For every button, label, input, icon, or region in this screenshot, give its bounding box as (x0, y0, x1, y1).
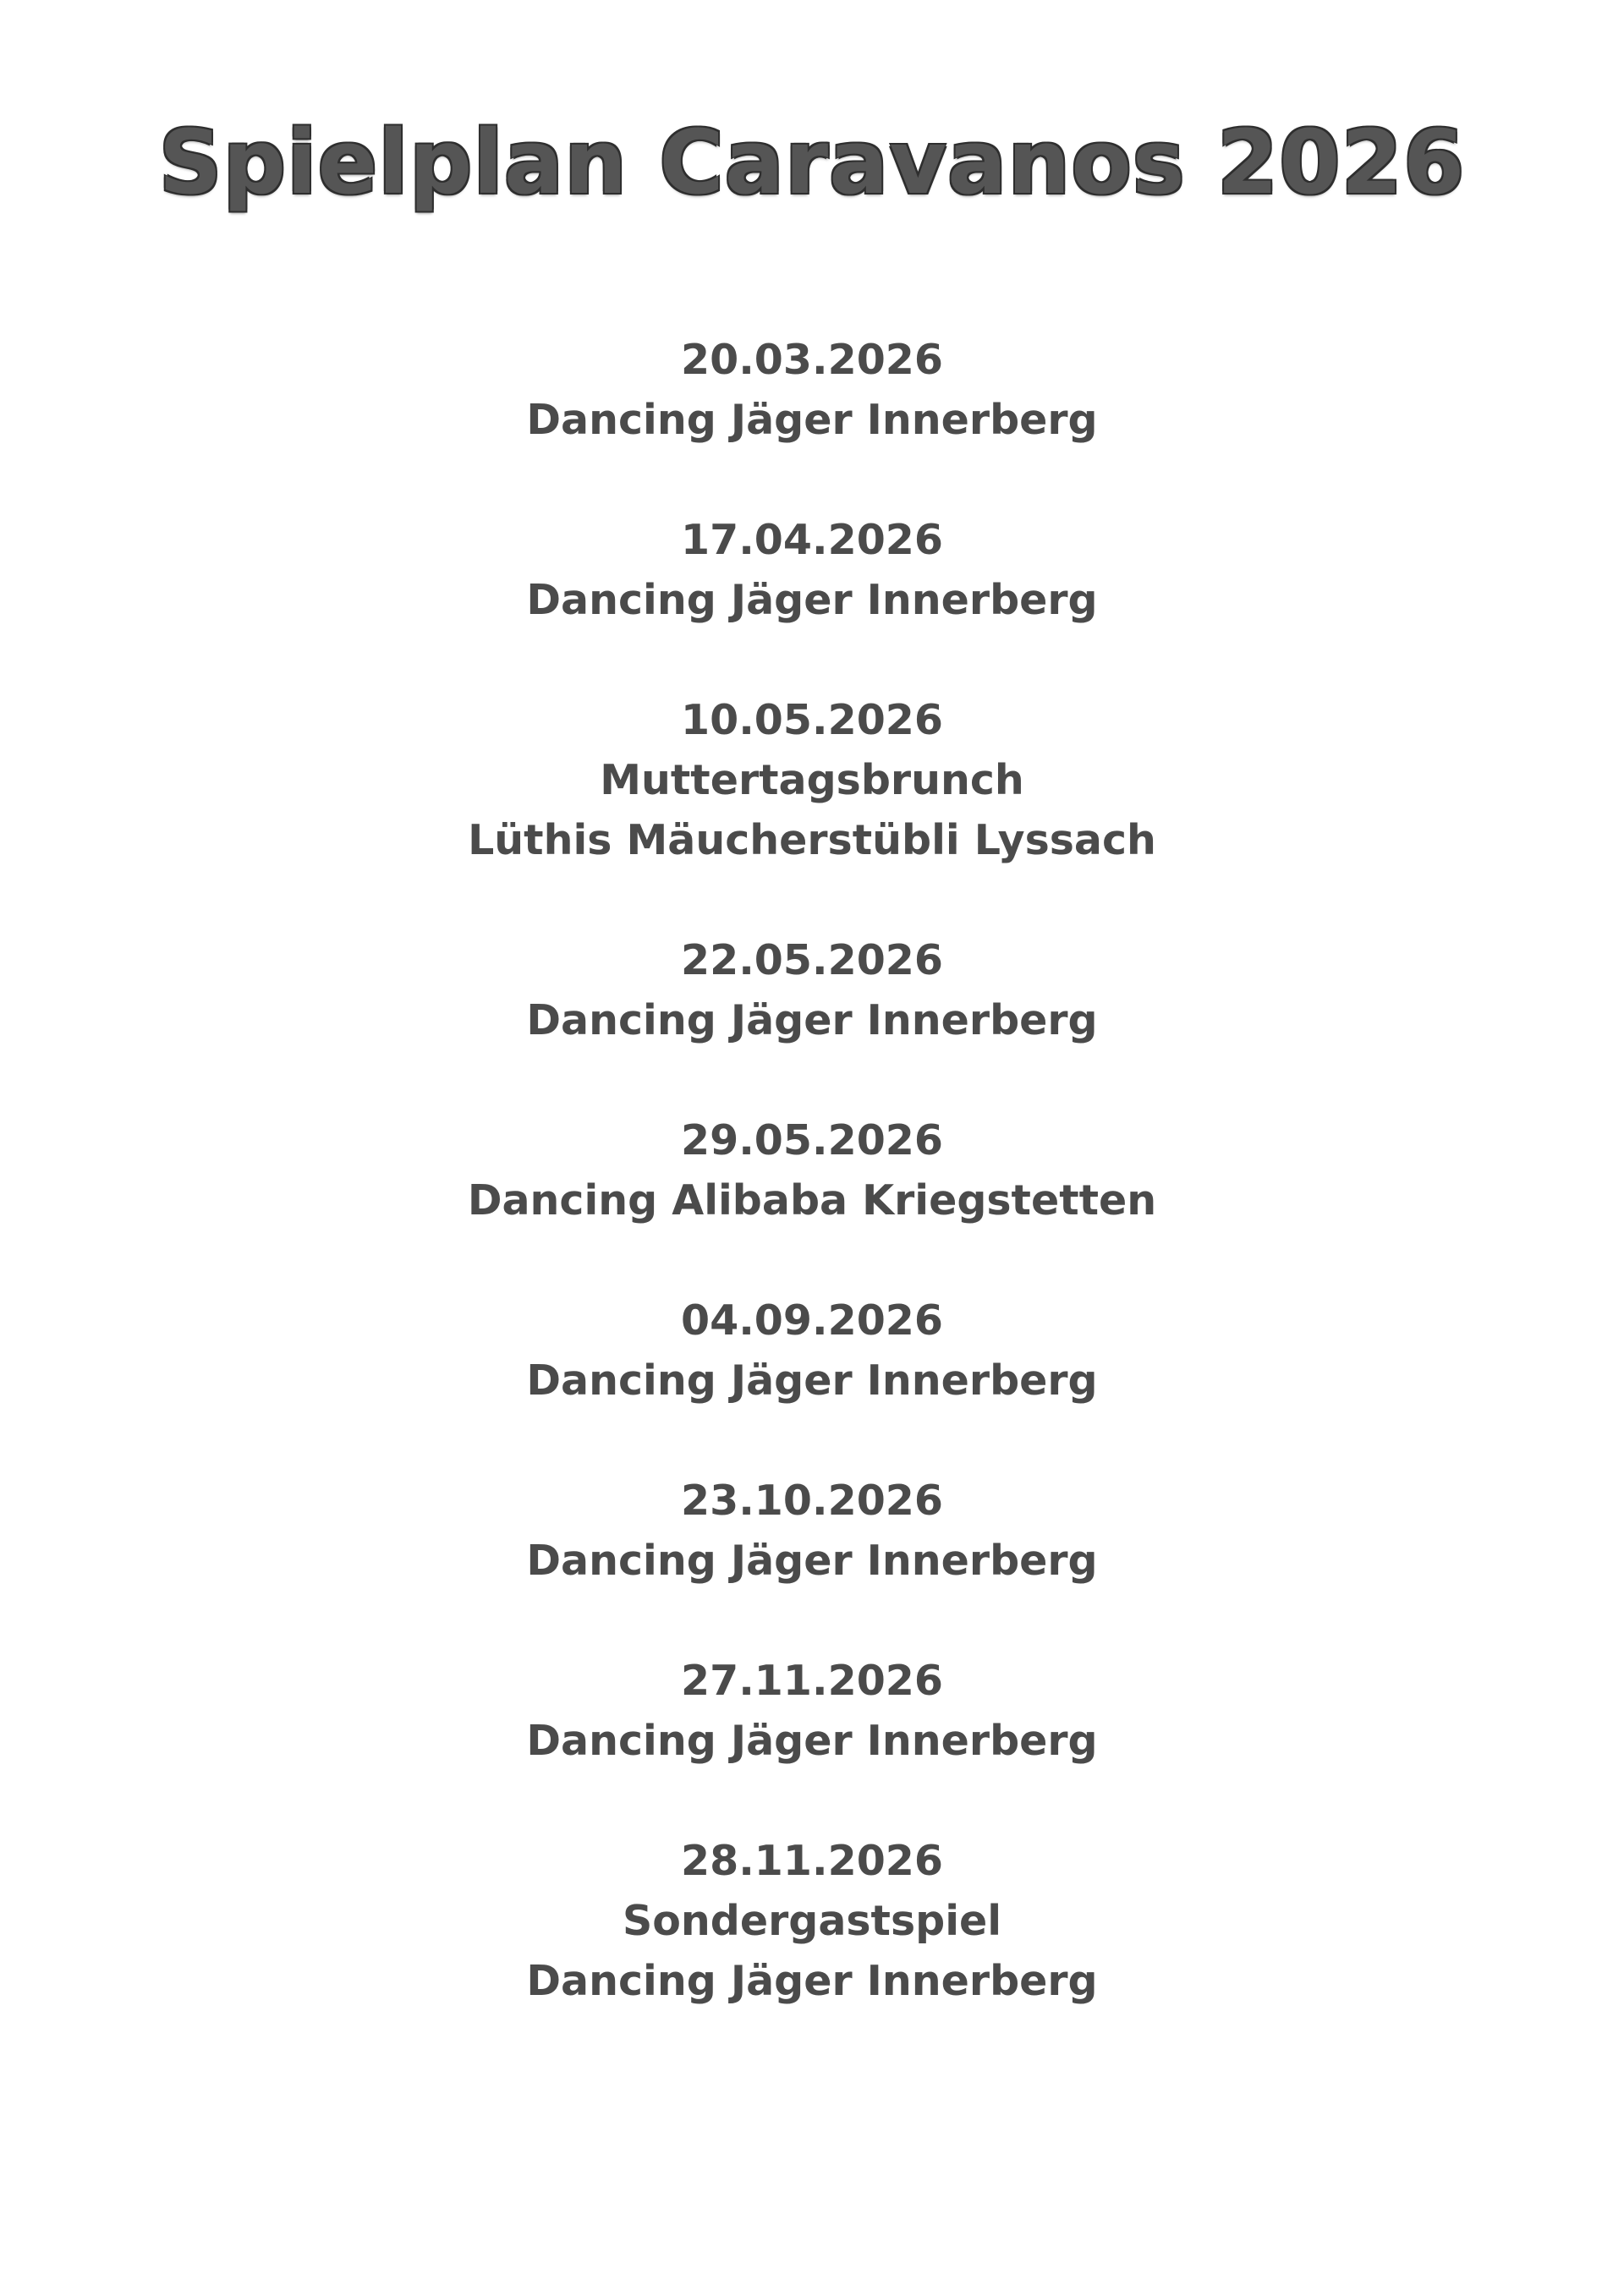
page-title: Spielplan Caravanos 2026 (158, 111, 1466, 214)
event-date: 27.11.2026 (681, 1657, 943, 1705)
event-item (0, 1290, 1624, 1411)
event-venue: Dancing Jäger Innerberg (526, 576, 1098, 624)
event-date: 29.05.2026 (681, 1116, 943, 1164)
event-date: 28.11.2026 (681, 1837, 943, 1885)
event-title: Muttertagsbrunch (600, 756, 1024, 804)
event-venue: Dancing Jäger Innerberg (526, 396, 1098, 444)
event-venue: Lüthis Mäucherstübli Lyssach (468, 816, 1156, 864)
event-venue: Dancing Jäger Innerberg (526, 1957, 1098, 2005)
event-date: 17.04.2026 (681, 516, 943, 564)
event-item (0, 690, 1624, 870)
event-date: 22.05.2026 (681, 936, 943, 984)
event-venue: Dancing Jäger Innerberg (526, 1717, 1098, 1765)
event-item (0, 510, 1624, 630)
event-list (0, 330, 1624, 2071)
event-date: 23.10.2026 (681, 1477, 943, 1525)
event-item (0, 1110, 1624, 1230)
event-venue: Dancing Jäger Innerberg (526, 1356, 1098, 1405)
event-date: 20.03.2026 (681, 336, 943, 384)
event-title: Sondergastspiel (622, 1897, 1002, 1945)
event-venue: Dancing Alibaba Kriegstetten (467, 1176, 1157, 1225)
event-item (0, 1831, 1624, 2011)
event-item (0, 330, 1624, 450)
event-item (0, 1651, 1624, 1771)
event-item (0, 1471, 1624, 1591)
event-venue: Dancing Jäger Innerberg (526, 996, 1098, 1044)
event-venue: Dancing Jäger Innerberg (526, 1537, 1098, 1585)
event-date: 04.09.2026 (681, 1296, 943, 1345)
event-date: 10.05.2026 (681, 696, 943, 744)
event-item (0, 930, 1624, 1050)
